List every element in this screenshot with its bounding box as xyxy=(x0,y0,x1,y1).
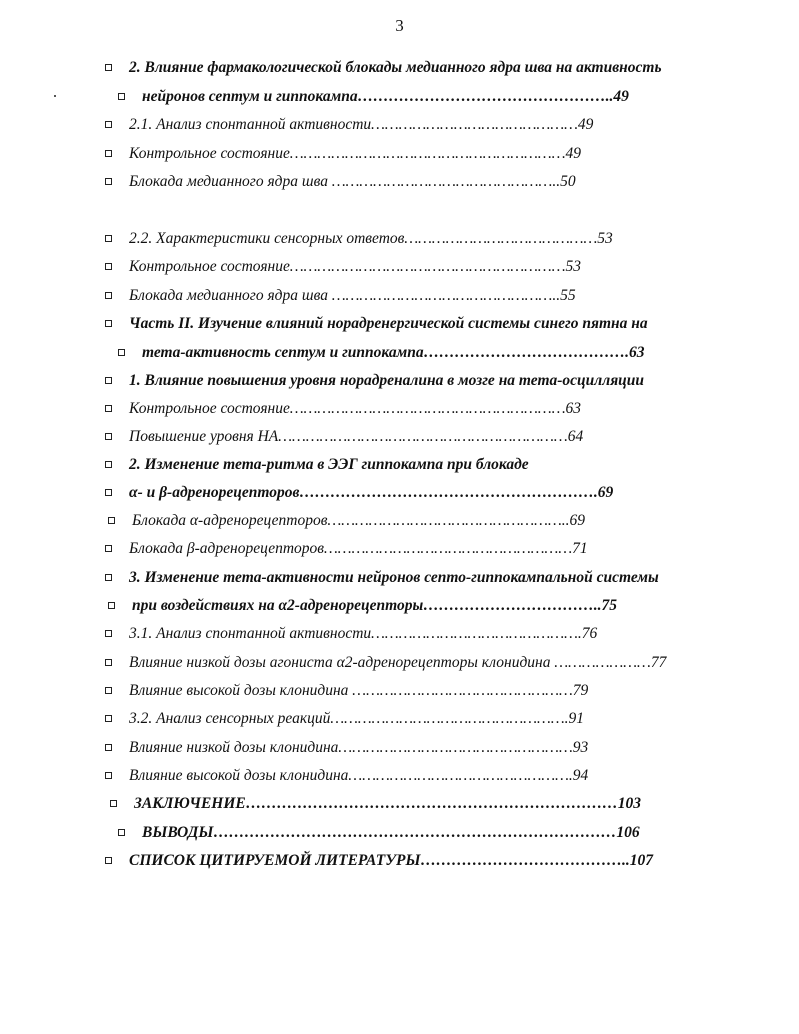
toc-text: ЗАКЛЮЧЕНИЕ………………………………………………………………103 xyxy=(134,795,641,812)
toc-text: Влияние низкой дозы агониста α2-адренорецепторы клонидина …………………77 xyxy=(129,654,667,671)
toc-text: нейронов септум и гиппокампа…………………………………………..49 xyxy=(142,88,629,105)
bullet-icon xyxy=(105,489,112,496)
bullet-icon xyxy=(105,744,112,751)
bullet-icon xyxy=(105,461,112,468)
bullet-icon xyxy=(105,545,112,552)
toc-text: Повышение уровня НА………………………………………………………64 xyxy=(129,428,584,445)
toc-text: СПИСОК ЦИТИРУЕМОЙ ЛИТЕРАТУРЫ…………………………………..107 xyxy=(129,852,654,869)
bullet-icon xyxy=(105,235,112,242)
toc-text: Влияние высокой дозы клонидина………………………………………….94 xyxy=(129,767,589,784)
toc-text: тета-активность септум и гиппокампа………………………………….63 xyxy=(142,344,645,361)
toc-text: Влияние низкой дозы клонидина……………………………………………93 xyxy=(129,739,589,756)
bullet-icon xyxy=(105,320,112,327)
toc-text: 1. Влияние повышения уровня норадреналина в мозге на тета-осцилляции xyxy=(129,372,645,389)
bullet-icon xyxy=(105,292,112,299)
bullet-icon xyxy=(108,602,115,609)
bullet-icon xyxy=(105,630,112,637)
bullet-icon xyxy=(105,433,112,440)
toc-text: Блокада α-адренорецепторов……………………………………………..69 xyxy=(132,512,585,529)
bullet-icon xyxy=(105,150,112,157)
toc-text: ВЫВОДЫ……………………………………………………………………106 xyxy=(142,824,640,841)
page-number: 3 xyxy=(395,16,404,35)
bullet-icon xyxy=(108,517,115,524)
toc-text: α- и β-адренорецепторов………………………………………………….69 xyxy=(129,484,614,501)
toc-text: Блокада β-адренорецепторов………………………………………………71 xyxy=(129,540,588,557)
toc-text: Часть II. Изучение влияний норадренергической системы синего пятна на xyxy=(129,315,648,332)
toc-text: Контрольное состояние……………………………………………………49 xyxy=(129,145,581,162)
bullet-icon xyxy=(105,377,112,384)
bullet-icon xyxy=(105,178,112,185)
bullet-icon xyxy=(105,574,112,581)
toc-text: Контрольное состояние……………………………………………………63 xyxy=(129,400,581,417)
bullet-icon xyxy=(118,829,125,836)
bullet-icon xyxy=(110,800,117,807)
bullet-icon xyxy=(105,121,112,128)
bullet-icon xyxy=(105,659,112,666)
toc-text: 3.1. Анализ спонтанной активности……………………………………….76 xyxy=(129,625,598,642)
toc-text: 2.2. Характеристики сенсорных ответов……………………………………53 xyxy=(129,230,613,247)
bullet-icon xyxy=(105,772,112,779)
bullet-icon xyxy=(118,93,125,100)
toc-text: 3.2. Анализ сенсорных реакций…………………………………………….91 xyxy=(129,710,584,727)
bullet-icon xyxy=(105,405,112,412)
bullet-icon xyxy=(118,349,125,356)
toc-text: при воздействиях на α2-адренорецепторы……………………………..75 xyxy=(132,597,618,614)
bullet-icon xyxy=(105,64,112,71)
bullet-icon xyxy=(105,687,112,694)
toc-text: 2. Влияние фармакологической блокады медианного ядра шва на активность xyxy=(129,59,662,76)
bullet-icon xyxy=(105,857,112,864)
toc-text: 3. Изменение тета-активности нейронов септо-гиппокампальной системы xyxy=(129,569,659,586)
bullet-icon xyxy=(105,715,112,722)
toc-text: Влияние высокой дозы клонидина …………………………………………79 xyxy=(129,682,589,699)
toc-text: Контрольное состояние……………………………………………………53 xyxy=(129,258,581,275)
toc-text: Блокада медианного ядра шва …………………………………………..50 xyxy=(129,173,576,190)
bullet-icon xyxy=(105,263,112,270)
toc-text: Блокада медианного ядра шва …………………………………………..55 xyxy=(129,287,576,304)
toc-text: 2.1. Анализ спонтанной активности………………………………………49 xyxy=(129,116,594,133)
toc-text: 2. Изменение тета-ритма в ЭЭГ гиппокампа при блокаде xyxy=(129,456,529,473)
